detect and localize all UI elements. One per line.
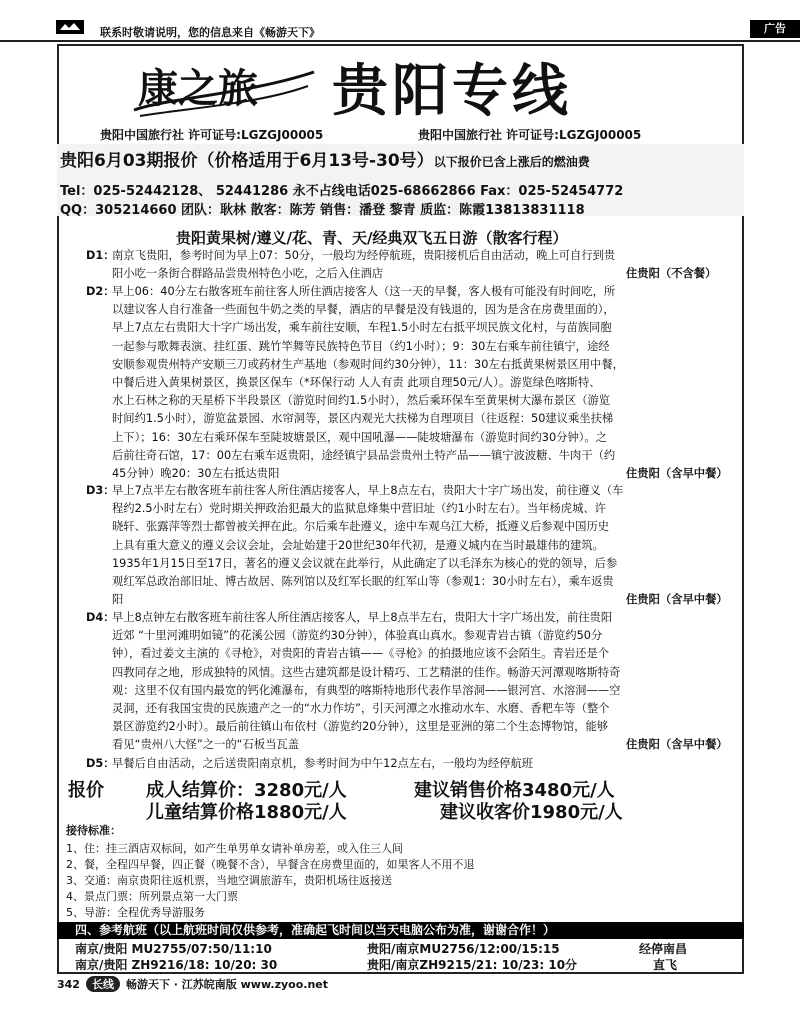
day-line: 1935年1月15日至17日，著名的遵义会议就在此举行，从此确定了以毛泽东为核心的党的领导，后参 [112,556,618,570]
day-line: 后前往奇石馆，17：00左右乘车返贵阳，途经镇宁县品尝贵州土特产品——镇宁波波糖、牛肉干（约 [112,448,616,462]
suggested-collect-price: 建议收客价1980元/人 [440,802,623,823]
day-line: 以建议客人自行准备一些面包牛奶之类的早餐，酒店的早餐是没有钱退的，因为是含在房费里面的）， [112,303,615,317]
itinerary-day-5 [86,755,726,773]
fuel-note: 以下报价已含上涨后的燃油费 [433,155,590,169]
itinerary-day-2 [86,283,726,483]
day-line: 一起参与歌舞表演、挂红蛋、跳竹竿舞等民族特色节目（约1小时）；9：30左右乘车前往镇宁，途经 [112,339,610,353]
day-line: 时间约1.5小时），游览盆景园、水帘洞等，景区内观光大扶梯为自理项目（往返程：50建议乘坐扶梯 [112,412,614,426]
contact-staff-line: QQ：305214660 团队：耿林 散客：陈芳 销售：潘登 黎青 质监：陈霞13813831118 [60,203,585,218]
day-line: 程约2.5小时左右）党时期关押政治犯最大的监狱息烽集中营旧址（约1小时左右）。当年杨虎城、许 [112,502,606,516]
day-line: 早上8点钟左右散客班车前往客人所住酒店接客人，早上8点半左右，贵阳大十字广场出发，前往贵阳 [112,611,613,624]
flight-header: 四、参考航班（以上航班时间仅供参考，准确起飞时间以当天电脑公布为准，谢谢合作！） [57,922,744,939]
source-note: 联系时敬请说明，您的信息来自《畅游天下》 [100,26,320,39]
day-line: 上具有重大意义的遵义会议会址，会址始建于20世纪30年代初，是遵义城内在当时最雄伟的建筑。 [112,538,604,552]
day-stay: 住贵阳（含早中餐） [626,593,728,606]
price-label: 报价 [68,780,104,801]
day-line: 观：这里不仅有国内最宽的钙化滩瀑布，有典型的喀斯特地形代表作旱溶洞——银河宫、水溶洞——空 [112,683,621,697]
day-line: 水上石林之称的天星桥下半段景区（游览时间约1.5小时），然后乘环保车至黄果树大瀑布景区（游览 [112,394,611,408]
price-period-title [60,146,590,171]
day-line: 南京飞贵阳，参考时间为早上07：50分，一般均为经停航班，贵阳接机后自由活动，晚上可自行到贵 [112,249,616,262]
itinerary-day-3 [86,482,726,609]
itinerary-day-4 [86,609,726,755]
itinerary-day-1 [86,247,726,283]
brand-title: 贵阳专线 [332,58,572,124]
magazine-logo-icon [56,20,84,34]
flight-outbound: 南京/贵阳 ZH9216/18: 10/20: 30 [75,958,278,972]
day-line: 近郊 “十里河滩明如镜”的花溪公园（游览约30分钟），体验真山真水。参观青岩古镇（游览约50分 [112,629,603,643]
itinerary-title: 贵阳黄果树/遵义/花、青、天/经典双飞五日游（散客行程） [176,229,568,247]
standard-item: 4、景点门票：所列景点第一大门票 [66,890,238,903]
day-label: D4： [86,611,115,624]
day-line: 景区游览约2小时）。最后前往镇山布依村（游览约20分钟），这里是亚洲的第二个生态博物馆，能够 [112,720,609,734]
adult-settlement-price: 成人结算价：3280元/人 [146,780,347,801]
publication-name: 畅游天下 · 江苏皖南版 www.zyoo.net [125,978,329,991]
day-stay: 住贵阳（不含餐） [626,267,717,280]
license-left: 贵阳中国旅行社 许可证号:LGZGJ00005 [100,128,324,142]
day-line: 阳 [112,593,124,607]
child-settlement-price: 儿童结算价格1880元/人 [146,802,347,823]
suggested-retail-price: 建议销售价格3480元/人 [414,780,615,801]
day-line: 上下）；16：30左右乘环保车至陡坡塘景区，观中国吼瀑——陡坡塘瀑布（游览时间约30分钟）。之 [112,430,608,444]
day-line: 早上06：40分左右散客班车前往客人所住酒店接客人（这一天的早餐，客人极有可能没有时间吃，所 [112,285,616,298]
day-line: 45分钟）晚20：30左右抵达贵阳 [112,467,280,481]
standard-item: 1、住：挂三酒店双标间，如产生单男单女请补单房差，或入住三人间 [66,842,403,855]
flight-type: 直飞 [653,958,678,972]
flight-outbound: 南京/贵阳 MU2755/07:50/11:10 [75,942,272,956]
flight-type: 经停南昌 [639,942,688,956]
brand-logo-text: 康之旅 [138,65,258,112]
standard-item: 5、导游：全程优秀导游服务 [66,906,205,919]
day-line: 阳小吃一条街合群路品尝贵州特色小吃，之后入住酒店 [112,267,384,281]
standards-title: 接待标准： [66,824,121,837]
day-label: D2： [86,285,115,298]
flight-return: 贵阳/南京ZH9215/21: 10/23: 10分 [367,958,578,972]
day-line: 早上7点左右贵阳大十字广场出发，乘车前往安顺，车程1.5小时左右抵平坝民族文化村，与苗族同胞 [112,321,612,335]
magazine-header [0,0,800,42]
day-stay: 住贵阳（含早中餐） [626,467,728,480]
standard-item: 2、餐，全程四早餐，四正餐（晚餐不含），早餐含在房费里面的，如果客人不用不退 [66,858,475,871]
price-period-heading: 贵阳6月03期报价（价格适用于6月13号-30号） [60,151,434,171]
section-badge: 长线 [86,976,120,992]
day-line: 早餐后自由活动，之后送贵阳南京机，参考时间为中午12点左右，一般均为经停航班 [112,757,534,770]
day-line: 四教同存之地，形成独特的风情。这些古建筑都是设计精巧、工艺精湛的佳作。畅游天河潭观喀斯特奇 [112,665,621,679]
contact-phone-line: Tel：025-52442128、 52441286 永不占线电话025-68662866 Fax：025-52454772 [60,184,624,199]
day-line: 中餐后进入黄果树景区，换景区保车（*环保行动 人人有责 此项自理50元/人）。游览绿色喀斯特、 [112,376,601,390]
day-label: D3： [86,484,115,497]
standard-item: 3、交通：南京贵阳往返机票，当地空调旅游车，贵阳机场往返接送 [66,874,392,887]
day-label: D1： [86,249,115,262]
ad-tag: 广告 [750,20,800,38]
page-number: 342 [57,978,80,991]
day-label: D5： [86,757,115,770]
day-line: 看见“贵州八大怪”之一的“石板当瓦盖 [112,738,300,752]
day-line: 晓轩、张露萍等烈士都曾被关押在此。尔后乘车赴遵义，途中车观乌江大桥，抵遵义后参观中国历史 [112,520,610,534]
day-line: 安顺参观贵州特产安顺三刀或药材生产基地（参观时间约30分钟），11：30左右抵黄果树景区用中餐， [112,357,624,371]
page-footer [57,976,328,992]
flight-return: 贵阳/南京MU2756/12:00/15:15 [367,942,560,956]
day-line: 观红军总政治部旧址、博古故居、陈列馆以及红军长眠的红军山等（参观1：30小时左右），乘车返贵 [112,575,614,589]
day-line: 钟），看过姜文主演的《寻枪》，对贵阳的青岩古镇——《寻枪》的拍摄地应该不会陌生。青岩还是个 [112,647,610,661]
brand-logo [128,58,318,124]
day-stay: 住贵阳（含早中餐） [626,738,728,751]
flight-section [57,922,744,972]
day-line: 灵洞，还有我国宝贵的民族遗产之一的“水力作坊”，引天河潭之水推动水车、水磨、香粑车等（整个 [112,702,610,716]
day-line: 早上7点半左右散客班车前往客人所住酒店接客人，早上8点左右，贵阳大十字广场出发，前往遵义（车 [112,484,624,497]
license-right: 贵阳中国旅行社 许可证号:LGZGJ00005 [418,128,642,142]
